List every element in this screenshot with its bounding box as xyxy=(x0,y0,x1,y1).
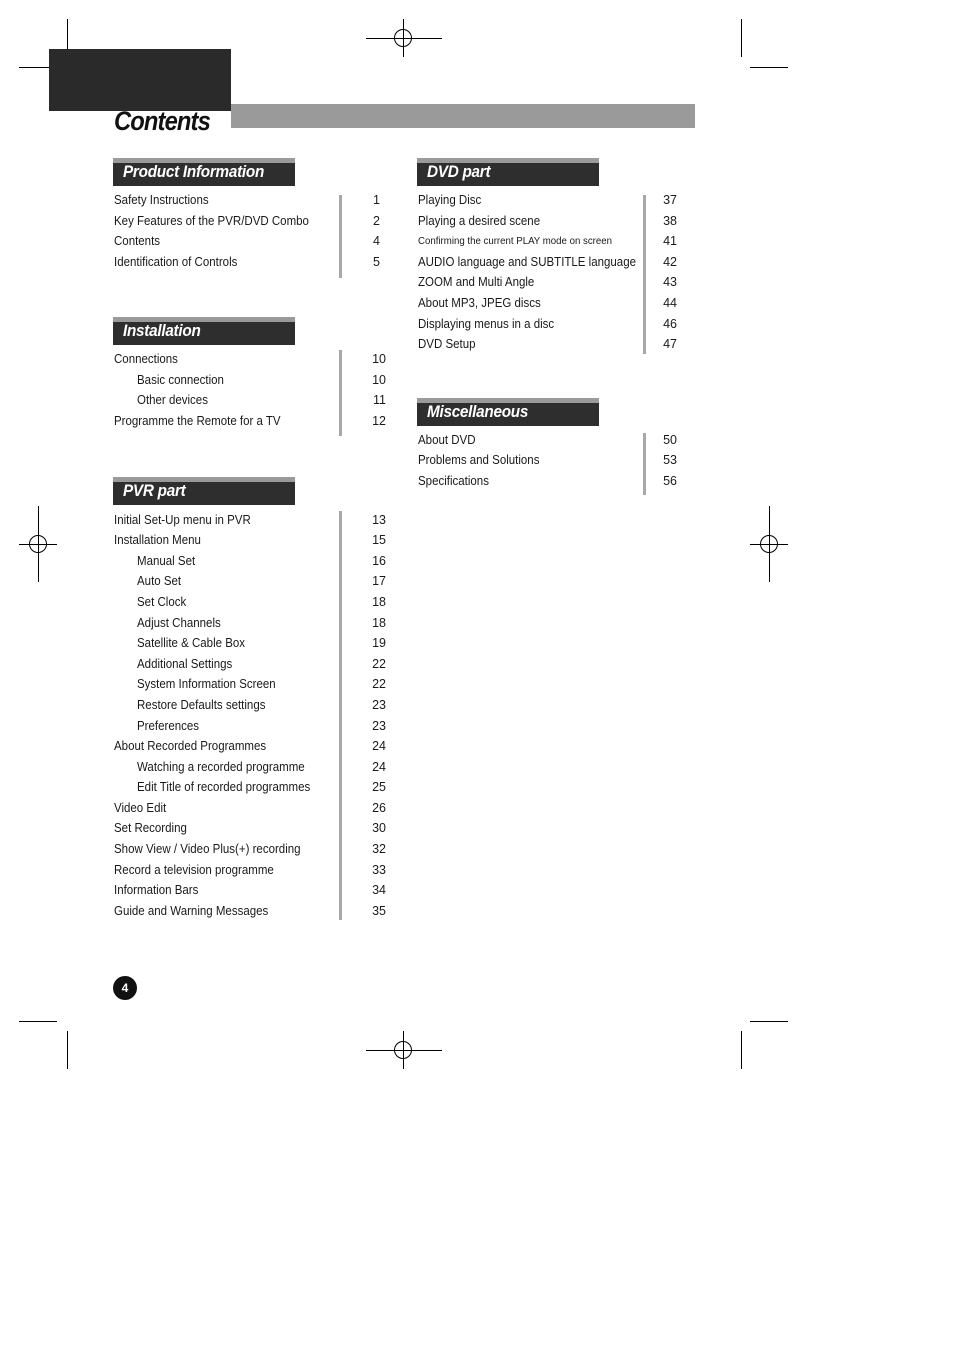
section-header-dvd-part xyxy=(417,158,599,186)
section-title: Miscellaneous xyxy=(427,402,529,421)
separator-bar xyxy=(339,350,342,436)
header-gray-bar xyxy=(231,104,695,128)
section-header-miscellaneous xyxy=(417,398,599,426)
separator-bar xyxy=(643,433,646,495)
section-title: Installation xyxy=(123,321,201,340)
section-title: PVR part xyxy=(123,481,186,500)
section-title: DVD part xyxy=(427,162,491,181)
section-header-installation xyxy=(113,317,295,345)
section-header-pvr-part xyxy=(113,477,295,505)
separator-bar xyxy=(339,511,342,920)
section-title: Product Information xyxy=(123,162,265,181)
section-header-product-information xyxy=(113,158,295,186)
header-black-block xyxy=(49,49,231,111)
separator-bar xyxy=(643,195,646,354)
page-number-badge: 4 xyxy=(113,976,137,1000)
page-title: Contents xyxy=(114,106,210,136)
separator-bar xyxy=(339,195,342,278)
